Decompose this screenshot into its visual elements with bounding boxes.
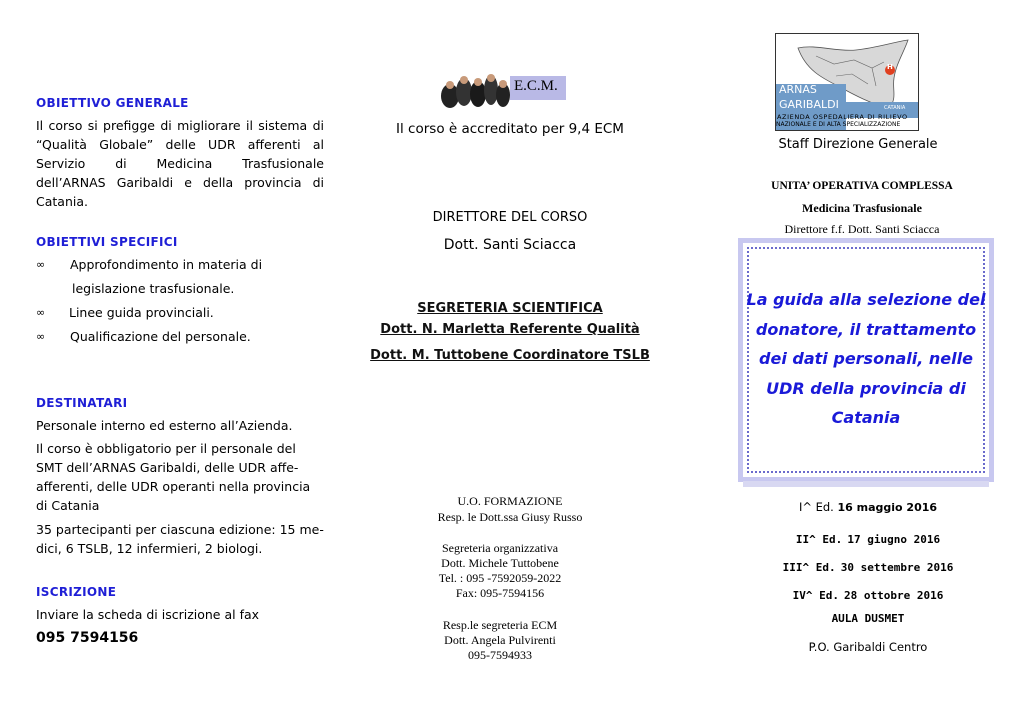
list-item-text: Linee guida provinciali. — [69, 305, 214, 320]
direttore-heading: DIRETTORE DEL CORSO — [432, 210, 588, 225]
title-line: Catania — [831, 408, 901, 427]
list-item-text: Approfondimento in materia di — [70, 257, 263, 272]
edition-date: 16 maggio 2016 — [837, 501, 938, 514]
seg-org-tel: Tel. : 095 -7592059-2022 — [438, 571, 562, 585]
list-item — [36, 327, 324, 346]
obiettivo-generale-line: Servizio di Medicina Trasfusionale — [36, 156, 324, 171]
list-item-text: Qualificazione del personale. — [70, 329, 251, 344]
bullet-icon: ∞ — [36, 258, 46, 271]
obiettivo-generale-line: Il corso si prefigge di migliorare il sistema di — [36, 118, 324, 133]
seg-org: Segreteria organizzativa — [441, 541, 559, 555]
aula-dusmet: AULA DUSMET — [831, 612, 905, 625]
logo-line: AZIENDA OSPEDALIERA DI RILIEVO — [777, 113, 908, 121]
list-item — [36, 255, 324, 274]
direttore-name: Dott. Santi Sciacca — [443, 237, 577, 253]
map-marker-icon: H — [887, 63, 893, 71]
resp-ecm: Resp.le segreteria ECM — [442, 618, 558, 632]
destinatari-line: 35 partecipanti per ciascuna edizione: 15 me- — [36, 522, 324, 537]
list-item — [36, 303, 324, 322]
iscrizione-fax: 095 7594156 — [36, 630, 139, 646]
edition-label: I^ Ed. — [798, 500, 834, 514]
title-text-block — [743, 285, 989, 433]
bullet-icon: ∞ — [36, 330, 46, 343]
segreteria-line: Dott. M. Tuttobene Coordinatore TSLB — [370, 348, 650, 363]
edition-label: II^ Ed. — [795, 533, 843, 546]
title-line: UDR della provincia di — [766, 378, 966, 398]
edition-label: III^ Ed. — [782, 561, 836, 574]
destinatari-line: SMT dell’ARNAS Garibaldi, delle UDR affe- — [36, 460, 299, 475]
logo-arnas: ARNAS — [779, 83, 817, 96]
iscrizione-line: Inviare la scheda di iscrizione al fax — [36, 607, 260, 622]
destinatari-line: afferenti, delle UDR operanti nella provincia — [36, 479, 311, 494]
edition-date: 17 giugno 2016 — [847, 533, 941, 546]
iscrizione-heading: ISCRIZIONE — [36, 585, 117, 599]
destinatari-line: dici, 6 TSLB, 12 infermieri, 2 biologi. — [36, 541, 263, 556]
edition-item — [736, 500, 1000, 528]
segreteria-heading: SEGRETERIA SCIENTIFICA — [417, 301, 603, 316]
arnas-logo — [775, 33, 919, 131]
accreditato-text: Il corso è accreditato per 9,4 ECM — [396, 121, 624, 137]
title-line: dei dati personali, nelle — [759, 349, 973, 368]
list-item-continuation: legislazione trasfusionale. — [72, 281, 235, 296]
bullet-icon: ∞ — [36, 306, 46, 319]
unita-operativa: UNITA’ OPERATIVA COMPLESSA — [771, 180, 953, 192]
edition-item — [736, 528, 1000, 556]
ecm-logo-text: E.C.M. — [514, 78, 558, 94]
po-garibaldi: P.O. Garibaldi Centro — [808, 640, 928, 654]
medicina-trasfusionale: Medicina Trasfusionale — [802, 201, 922, 215]
obiettivo-generale-line: Catania. — [36, 194, 88, 209]
logo-garibaldi: GARIBALDI — [779, 98, 839, 111]
segreteria-line: Dott. N. Marletta Referente Qualità — [380, 322, 640, 337]
obiettivo-generale-heading: OBIETTIVO GENERALE — [36, 96, 189, 110]
resp-ecm-phone: 095-7594933 — [468, 648, 532, 662]
seg-org-fax: Fax: 095-7594156 — [455, 586, 545, 600]
obiettivo-generale-line: “Qualità Globale” delle UDR afferenti al — [36, 137, 324, 152]
title-line: donatore, il trattamento — [755, 319, 977, 339]
logo-catania: CATANIA — [884, 105, 906, 111]
destinatari-heading: DESTINATARI — [36, 396, 128, 410]
title-line: La guida alla selezione del — [746, 290, 986, 309]
ecm-logo — [438, 70, 566, 108]
title-box-shadow — [743, 481, 989, 487]
edition-item — [736, 556, 1000, 584]
seg-org-name: Dott. Michele Tuttobene — [441, 556, 559, 570]
staff-direzione: Staff Direzione Generale — [778, 137, 938, 152]
edition-item — [736, 584, 1000, 612]
edition-date: 28 ottobre 2016 — [844, 589, 944, 602]
uo-resp: Resp. le Dott.ssa Giusy Russo — [437, 510, 583, 524]
resp-ecm-name: Dott. Angela Pulvirenti — [444, 633, 556, 647]
edition-label: IV^ Ed. — [792, 589, 839, 602]
logo-line: NAZIONALE E DI ALTA SPECIALIZZAZIONE — [776, 121, 901, 128]
destinatari-line: di Catania — [36, 498, 100, 513]
destinatari-line: Il corso è obbligatorio per il personale del — [36, 441, 296, 456]
left-column — [36, 96, 324, 646]
obiettivo-generale-line: dell’ARNAS Garibaldi e della provincia di — [36, 175, 324, 190]
editions-list — [736, 500, 1000, 654]
direttore-ff: Direttore f.f. Dott. Santi Sciacca — [784, 222, 940, 236]
destinatari-line: Personale interno ed esterno all’Azienda. — [36, 418, 293, 433]
uo-formazione: U.O. FORMAZIONE — [457, 494, 563, 508]
obiettivi-specifici-heading: OBIETTIVI SPECIFICI — [36, 235, 178, 249]
edition-date: 30 settembre 2016 — [840, 561, 954, 574]
title-box — [738, 238, 994, 482]
